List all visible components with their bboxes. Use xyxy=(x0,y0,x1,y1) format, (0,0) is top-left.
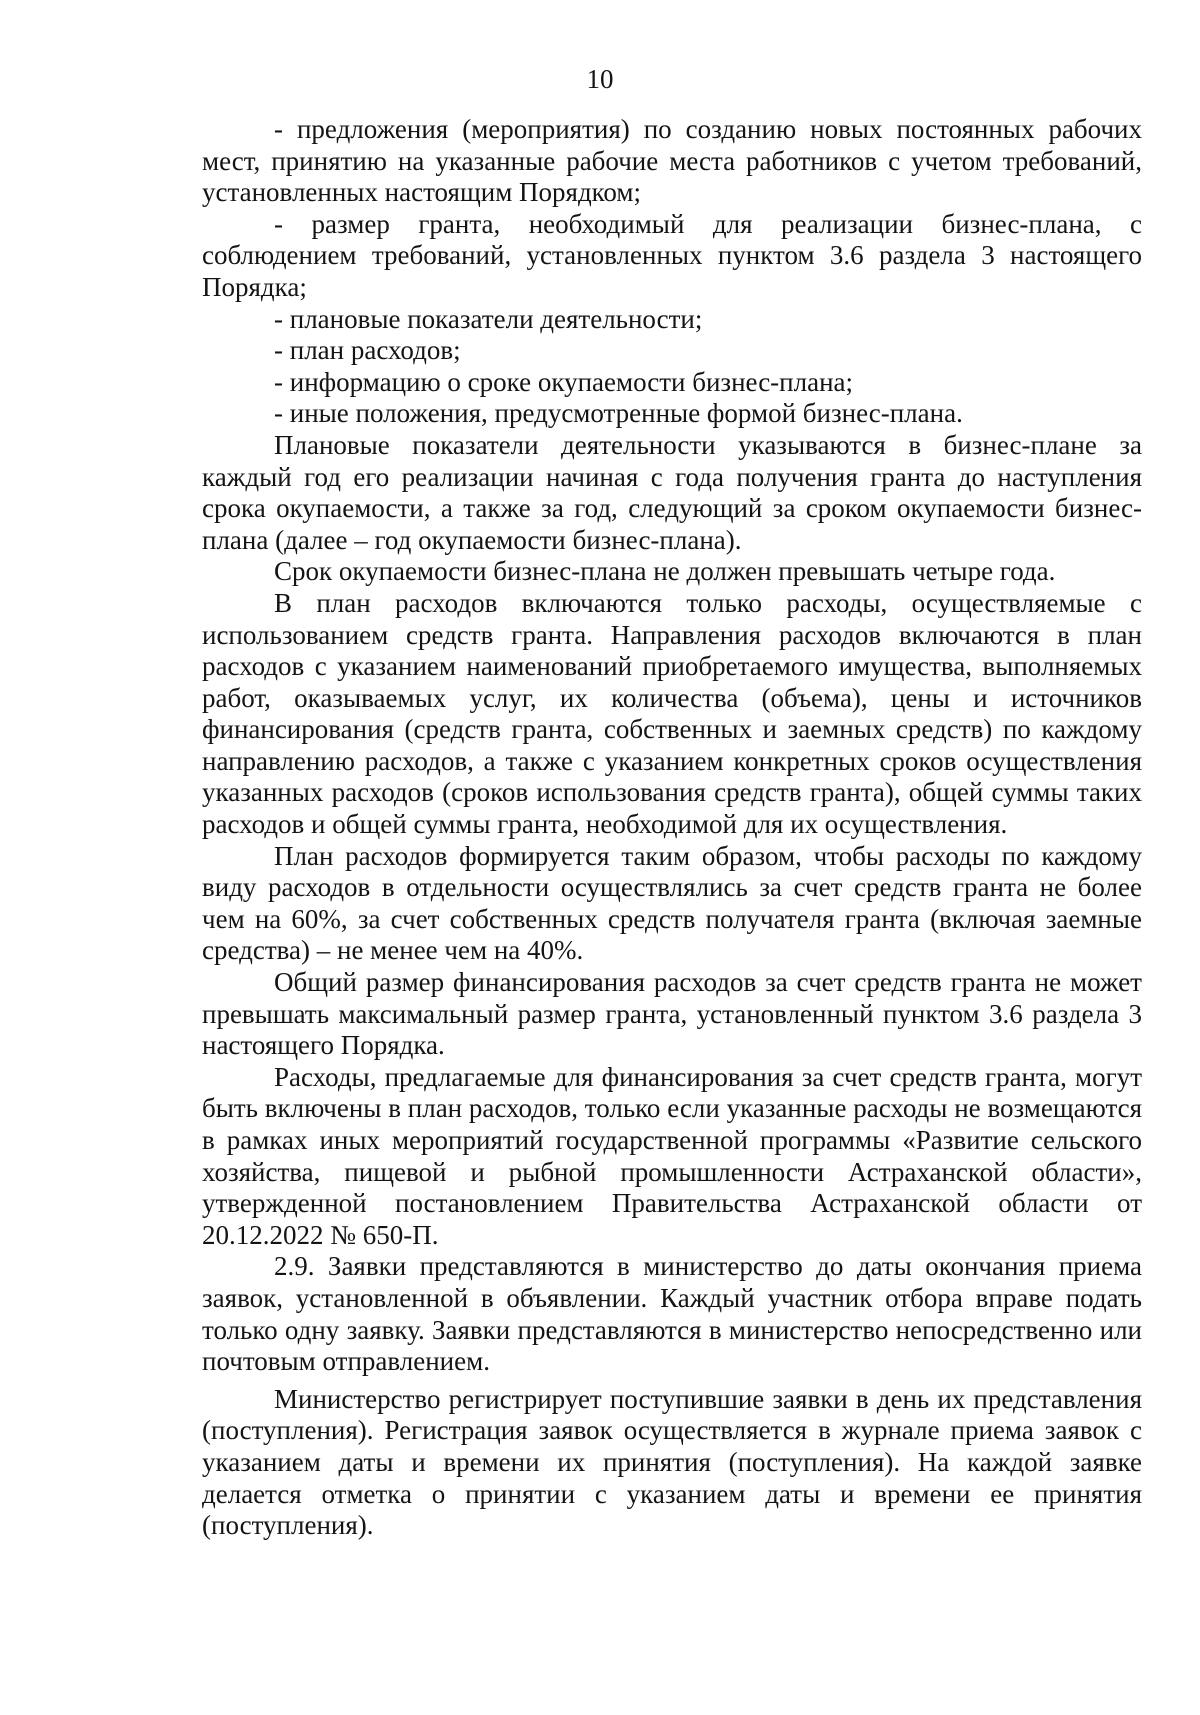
paragraph-expense-plan-shares: План расходов формируется таким образом, чтобы расходы по каждому виду расходов в отдельности осуществлялись за счет средств гранта не более чем на 60%, за счет собственных средств получателя гранта (включая заемные средства) – не менее чем на 40%. xyxy=(202,840,1142,966)
list-item-payback-info: - информацию о сроке окупаемости бизнес-плана; xyxy=(274,366,854,397)
page-number: 10 xyxy=(586,64,614,94)
list-item-expense-plan: - план расходов; xyxy=(274,335,461,366)
paragraph-expense-plan-contents: В план расходов включаются только расходы, осуществляемые с использованием средств гранта. Направления расходов включаются в план расходов с указанием наименований приобретаемого имущества, выполняемых работ, оказываемых услуг, их количества (объема), цены и источников финансирования (средств гранта, собственных и заемных средств) по каждому направлению расходов, а также с указанием конкретных сроков осуществления указанных расходов (сроков использования средств гранта), общей суммы таких расходов и общей суммы гранта, необходимой для их осуществления. xyxy=(202,587,1142,840)
paragraph-financing-limit: Общий размер финансирования расходов за счет средств гранта не может превышать максимальный размер гранта, установленный пунктом 3.6 раздела 3 настоящего Порядка. xyxy=(202,967,1142,1061)
paragraph-expense-eligibility: Расходы, предлагаемые для финансирования за счет средств гранта, могут быть включены в план расходов, только если указанные расходы не возмещаются в рамках иных мероприятий государственной программы «Развитие сельского хозяйства, пищевой и рыбной промышленности Астраханской области», утвержденной постановлением Правительства Астраханской области от 20.12.2022 № 650-П. xyxy=(202,1061,1142,1250)
list-item-grant-size: - размер гранта, необходимый для реализации бизнес-плана, с соблюдением требований, установленных пунктом 3.6 раздела 3 настоящего Порядка; xyxy=(202,208,1142,302)
paragraph-applications-submission: 2.9. Заявки представляются в министерство до даты окончания приема заявок, установленной в объявлении. Каждый участник отбора вправе подать только одну заявку. Заявки представляются в министерство непосредственно или почтовым отправлением. xyxy=(202,1251,1142,1377)
document-body xyxy=(202,114,1142,1542)
paragraph-planned-indicators: Плановые показатели деятельности указываются в бизнес-плане за каждый год его реализации начиная с года получения гранта до наступления срока окупаемости, а также за год, следующий за сроком окупаемости бизнес-плана (далее – год окупаемости бизнес-плана). xyxy=(202,429,1142,555)
list-item-other-provisions: - иные положения, предусмотренные формой бизнес-плана. xyxy=(274,398,963,429)
list-item-planned-indicators: - плановые показатели деятельности; xyxy=(274,303,703,334)
list-item-proposals: - предложения (мероприятия) по созданию новых постоянных рабочих мест, принятию на указанные рабочие места работников с учетом требований, установленных настоящим Порядком; xyxy=(202,114,1142,208)
paragraph-payback-term: Срок окупаемости бизнес-плана не должен превышать четыре года. xyxy=(274,556,1056,587)
paragraph-applications-registration: Министерство регистрирует поступившие заявки в день их представления (поступления). Регистрация заявок осуществляется в журнале приема заявок с указанием даты и времени их принятия (поступления). На каждой заявке делается отметка о принятии с указанием даты и времени ее принятия (поступления). xyxy=(202,1383,1142,1541)
